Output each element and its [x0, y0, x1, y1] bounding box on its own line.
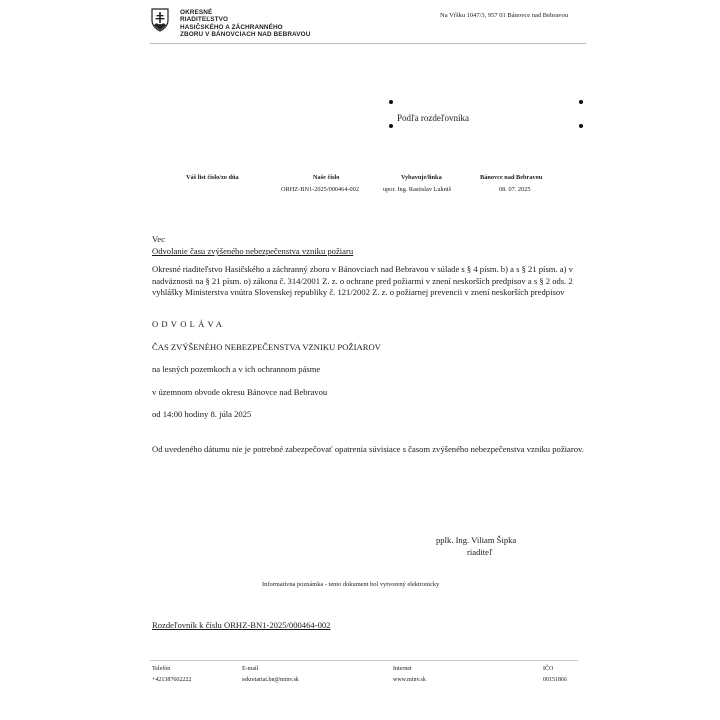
footer-email-label: E-mail [242, 666, 259, 672]
date-value: 08. 07. 2025 [499, 186, 531, 193]
signatory-name: pplk. Ing. Viliam Šipka [436, 535, 517, 545]
body-paragraph: Od uvedeného dátumu nie je potrebné zabezpečovať opatrenia súvisiace s časom zvýšeného nebezpečenstva vzniku požiarov. [152, 444, 584, 454]
address-window-marker [389, 124, 393, 128]
signatory-title: riaditeľ [467, 547, 493, 557]
header-divider [150, 43, 586, 44]
footer-ico: 00151866 [543, 677, 567, 683]
subject-text: Odvolanie času zvýšeného nebezpečenstva vzniku požiaru [152, 246, 354, 256]
org-line: ZBORU V BÁNOVCIACH NAD BEBRAVOU [180, 31, 311, 39]
body-line: od 14:00 hodiny 8. júla 2025 [152, 409, 252, 419]
our-ref-value: ORHZ-BN1-2025/000464-002 [281, 186, 360, 193]
electronic-note: Informatívna poznámka - tento dokument bol vytvorený elektronicky [262, 581, 440, 588]
subject-label: Vec [152, 234, 165, 244]
body-paragraph: Okresné riaditeľstvo Hasičského a záchranný zboru v Bánovciach nad Bebravou v súlade s § 4 písm. b) a s § 21 písm. a) v nadväznosti na § 21 písm. o) zákona č. 314/2001 Z. z. o ochrane pred požiarmi v znení neskorších predpisov a s § 2 ods. 2 vyhlášky Ministerstva vnútra Slovenskej republiky č. 121/2002 Z. z. o požiarnej prevencii v znení neskorších predpisov [152, 264, 573, 298]
address-window-marker [389, 100, 393, 104]
footer-phone-label: Telefón [152, 666, 171, 672]
address-window-marker [579, 100, 583, 104]
sender-address: Na Vŕšku 1047/3, 957 01 Bánovce nad Bebravou [440, 12, 569, 19]
footer-web: www.minv.sk [393, 677, 426, 683]
footer-ico-label: IČO [543, 666, 554, 672]
distribution-list-heading: Rozdeľovník k číslu ORHZ-BN1-2025/000464-002 [152, 620, 331, 630]
org-line: HASIČSKÉHO A ZÁCHRANNÉHO [180, 23, 283, 31]
our-ref-label: Naše číslo [313, 174, 340, 181]
address-window-marker [579, 124, 583, 128]
organization-name [180, 9, 310, 39]
odvolava-verb: ODVOLÁVA [152, 319, 226, 329]
footer-phone: +421387602222 [152, 677, 192, 683]
body-heading: ČAS ZVÝŠENÉHO NEBEZPEČENSTVA VZNIKU POŽIAROV [152, 342, 381, 352]
handled-by-label: Vybavuje/linka [401, 174, 442, 181]
place-label: Bánovce nad Bebravou [480, 174, 543, 181]
body-line: na lesných pozemkoch a v ich ochrannom pásme [152, 364, 321, 374]
recipient: Podľa rozdeľovníka [397, 113, 470, 123]
footer-divider [150, 660, 578, 661]
handled-by-value: upor. Ing. Rastislav Lukniš [383, 186, 452, 193]
org-line: OKRESNÉ [180, 9, 213, 16]
org-line: RIADITEĽSTVO [180, 16, 229, 24]
footer-email: sekretariat.bn@minv.sk [242, 677, 299, 683]
body-line: v územnom obvode okresu Bánovce nad Bebravou [152, 387, 328, 397]
footer-web-label: Internet [393, 666, 412, 672]
your-ref-label: Váš list číslo/zo dňa [186, 174, 239, 181]
coat-of-arms-icon [150, 8, 170, 32]
